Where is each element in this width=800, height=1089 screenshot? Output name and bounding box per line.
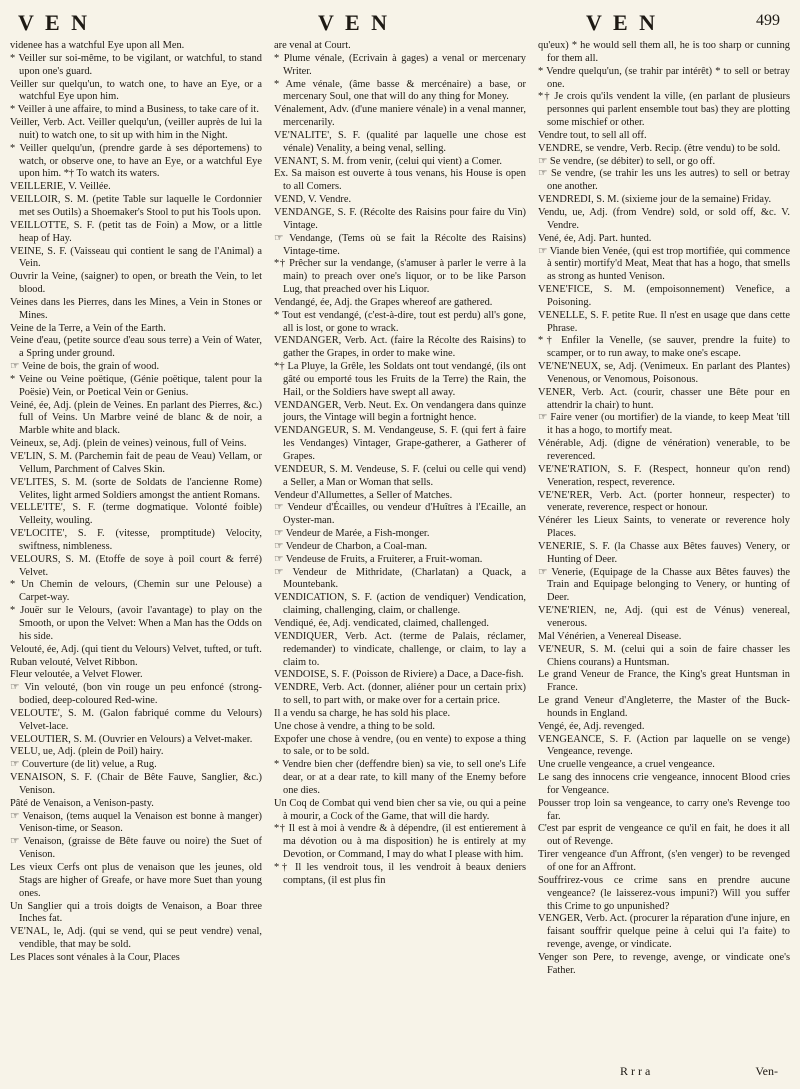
- header-headword-left: V E N: [18, 10, 91, 35]
- dictionary-entry: Vénérable, Adj. (digne de vénération) venerable, to be reverenced.: [538, 438, 790, 462]
- dictionary-entry: Veiné, ée, Adj. (plein de Veines. En parlant des Pierres, &c.) full of Veins. Un Marbre veiné de blanc & de noir, a Marble white and black.: [10, 399, 262, 437]
- dictionary-entry: Un Sanglier qui a trois doigts de Venaison, a Boar three Inches fat.: [10, 900, 262, 925]
- dictionary-entry: Pâté de Venaison, a Venison-pasty.: [10, 797, 154, 809]
- dictionary-entry: VE'NE'RATION, S. F. (Respect, honneur qu'on rend) Veneration, respect, reverence.: [538, 463, 790, 488]
- dictionary-entry: Les vieux Cerfs ont plus de venaison que les jeunes, old Stags are higher of Greafe, or have more Suet than young ones.: [10, 862, 262, 899]
- dictionary-entry: ☞ Venaison, (tems auquel la Venaison est bonne à manger) Venison-time, or Season.: [10, 810, 262, 835]
- dictionary-entry: VENDOISE, S. F. (Poisson de Riviere) a Dace, a Dace-fish.: [274, 669, 524, 681]
- dictionary-entry: ☞ Vendeur de Marée, a Fish-monger.: [274, 528, 430, 540]
- dictionary-entry: Veiller, Verb. Act. Veiller quelqu'un, (veiller auprès de lui la nuit) to watch one, to sit up with him in the Night.: [10, 117, 262, 141]
- dictionary-entry: ☞ Vendeuse de Fruits, a Fruiterer, a Fruit-woman.: [274, 553, 483, 565]
- dictionary-entry: VENGER, Verb. Act. (procurer la réparation d'une injure, en faisant souffrir quelque peine à celui qui l'a faite) to revenge, avenge, or vindicate.: [538, 913, 790, 951]
- dictionary-entry: VELOURS, S. M. (Etoffe de soye à poil court & ferré) Velvet.: [10, 553, 262, 578]
- dictionary-entry: C'est par esprit de vengeance ce qu'il en fait, he does it all out of Revenge.: [538, 823, 790, 848]
- column-left: [10, 40, 262, 1060]
- dictionary-entry: ☞ Vendeur d'Écailles, ou vendeur d'Huîtres à l'Ecaille, an Oyster-man.: [274, 502, 526, 527]
- dictionary-entry: *† Je crois qu'ils vendent la ville, (en parlant de plusieurs personnes qui parlent ensemble tout bas) they are plotting some mischief or other.: [538, 91, 790, 129]
- dictionary-entry: * Plume vénale, (Ecrivain à gages) a venal or mercenary Writer.: [274, 52, 526, 77]
- dictionary-entry: VENERIE, S. F. (la Chasse aux Bêtes fauves) Venery, or Hunting of Deer.: [538, 540, 790, 565]
- dictionary-entry: VENDRE, se vendre, Verb. Recip. (être vendu) to be sold.: [538, 142, 781, 154]
- dictionary-entry: VE'LOCITE', S. F. (vitesse, promptitude) Velocity, swiftness, nimbleness.: [10, 528, 262, 552]
- dictionary-entry: ☞ Vin velouté, (bon vin rouge un peu enfoncé (strong-bodied, deep-coloured Red-wine.: [10, 682, 262, 707]
- dictionary-entry: VENER, Verb. Act. (courir, chasser une Bête pour en attendrir la chair) to hunt.: [538, 386, 790, 411]
- dictionary-entry: VENAISON, S. F. (Chair de Bête Fauve, Sanglier, &c.) Venison.: [10, 772, 262, 796]
- dictionary-entry: Veineux, se, Adj. (plein de veines) veinous, full of Veins.: [10, 438, 247, 450]
- dictionary-entry: Vénérer les Lieux Saints, to venerate or reverence holy Places.: [538, 515, 790, 540]
- dictionary-entry: Ouvrir la Veine, (saigner) to open, or breath the Vein, to let blood.: [10, 271, 262, 296]
- dictionary-entry: Veine de la Terre, a Vein of the Earth.: [10, 322, 166, 334]
- dictionary-entry: Tirer vengeance d'un Affront, (s'en venger) to be revenged of one for an Affront.: [538, 849, 790, 873]
- dictionary-entry: VENE'FICE, S. M. (empoisonnement) Venefice, a Poisoning.: [538, 284, 790, 308]
- dictionary-entry: * Tout est vendangé, (c'est-à-dire, tout est perdu) all's gone, all is lost, or gone to wrack.: [274, 309, 526, 334]
- dictionary-entry: Le sang des innocens crie vengeance, innocent Blood cries for Vengeance.: [538, 772, 790, 796]
- dictionary-entry: Vendre tout, to sell all off.: [538, 129, 647, 141]
- dictionary-entry: ☞ Venaison, (graisse de Bête fauve ou noire) the Suet of Venison.: [10, 836, 262, 861]
- dictionary-entry: VENGEANCE, S. F. (Action par laquelle on se venge) Vengeance, revenge.: [538, 733, 790, 758]
- dictionary-entry: *† Prêcher sur la vendange, (s'amuser à parler le verre à la main) to preach over one's liquor, or to be like Parson Lug, that preached over his Liquor.: [274, 258, 526, 296]
- dictionary-entry: Vendu, ue, Adj. (from Vendre) sold, or sold off, &c. V. Vendre.: [538, 206, 790, 231]
- dictionary-entry: VELOUTE', S. M. (Galon fabriqué comme du Velours) Velvet-lace.: [10, 707, 262, 732]
- page-footer: [0, 1064, 800, 1084]
- entry-columns: [10, 40, 790, 1060]
- dictionary-entry: ☞ Couverture (de lit) velue, a Rug.: [10, 759, 157, 771]
- dictionary-entry: Veines dans les Pierres, dans les Mines, a Vein in Stones or Mines.: [10, 296, 262, 321]
- dictionary-entry: Mal Vénérien, a Venereal Disease.: [538, 630, 682, 642]
- dictionary-entry: * Veiller quelqu'un, (prendre garde à ses déportemens) to watch, or observe one, to have an Eye, or a watchful Eye upon him. *† To watch its waters.: [10, 142, 262, 180]
- dictionary-entry: qu'eux) * he would sell them all, he is too sharp or cunning for them all.: [538, 40, 790, 64]
- dictionary-entry: VE'NE'RER, Verb. Act. (porter honneur, respecter) to venerate, reverence, respect or honour.: [538, 489, 790, 514]
- dictionary-entry: Fleur veloutée, a Velvet Flower.: [10, 669, 143, 681]
- dictionary-entry: Il a vendu sa charge, he has sold his place.: [274, 707, 451, 719]
- dictionary-entry: Expofer une chose à vendre, (ou en vente) to expose a thing to sale, or to be sold.: [274, 733, 526, 758]
- header-headword-right: V E N: [586, 10, 659, 35]
- dictionary-entry: VENDIQUER, Verb. Act. (terme de Palais, réclamer, redemander) to vindicate, challenge, or claim, to lay a claim to.: [274, 630, 526, 668]
- dictionary-entry: Le grand Veneur d'Angleterre, the Master of the Buck-hounds in England.: [538, 695, 790, 719]
- dictionary-entry: Velouté, ée, Adj. (qui tient du Velours) Velvet, tufted, or tuft.: [10, 643, 262, 655]
- dictionary-entry: Vénalement, Adv. (d'une maniere vénale) in a venal manner, mercenarily.: [274, 104, 526, 129]
- dictionary-entry: Vendiqué, ée, Adj. vendicated, claimed, challenged.: [274, 617, 489, 629]
- dictionary-entry: *† Enfiler la Venelle, (se sauver, prendre la fuite) to scamper, or to run away, to make one's escape.: [538, 335, 790, 360]
- dictionary-entry: ☞ Vendeur de Charbon, a Coal-man.: [274, 540, 428, 552]
- dictionary-entry: VE'LIN, S. M. (Parchemin fait de peau de Veau) Vellam, or Vellum, Parchment of Calves Skin.: [10, 451, 262, 475]
- dictionary-entry: VENDREDI, S. M. (sixieme jour de la semaine) Friday.: [538, 194, 772, 206]
- dictionary-entry: ☞ Venerie, (Equipage de la Chasse aux Bêtes fauves) the Train and Equipage belonging to Venery, or hunting of Deer.: [538, 566, 790, 604]
- dictionary-entry: Une cruelle vengeance, a cruel vengeance.: [538, 759, 715, 771]
- dictionary-entry: Vendeur d'Allumettes, a Seller of Matches.: [274, 489, 453, 501]
- dictionary-entry: * Un Chemin de velours, (Chemin sur une Pelouse) a Carpet-way.: [10, 579, 262, 604]
- dictionary-entry: VEILLOTTE, S. F. (petit tas de Foin) a Mow, or a little heap of Hay.: [10, 219, 262, 244]
- dictionary-entry: ☞ Vendeur de Mithridate, (Charlatan) a Quack, a Mountebank.: [274, 566, 526, 591]
- dictionary-entry: ☞ Veine de bois, the grain of wood.: [10, 361, 160, 373]
- dictionary-entry: ☞ Se vendre, (se trahir les uns les autres) to sell or betray one another.: [538, 168, 790, 193]
- dictionary-entry: VENDANGER, Verb. Act. (faire la Récolte des Raisins) to gather the Grapes, in order to make wine.: [274, 335, 526, 360]
- dictionary-entry: videnee has a watchful Eye upon all Men.: [10, 40, 185, 51]
- dictionary-entry: VE'NE'NEUX, se, Adj. (Venimeux. En parlant des Plantes) Venenous, or Venomous, Poisonous.: [538, 361, 790, 385]
- dictionary-entry: VENDICATION, S. F. (action de vendiquer) Vendication, claiming, challenging, claim, or challenge.: [274, 592, 526, 617]
- catchword: Ven-: [755, 1064, 778, 1078]
- signature-mark: R r r a: [620, 1064, 651, 1078]
- dictionary-entry: VE'NE'RIEN, ne, Adj. (qui est de Vénus) venereal, venerous.: [538, 605, 790, 629]
- dictionary-entry: VEILLOIR, S. M. (petite Table sur laquelle le Cordonnier met ses Outils) a Shoemaker's Stool to put his Tools upon.: [10, 194, 262, 218]
- dictionary-entry: * Veiller sur soi-même, to be vigilant, or watchful, to stand upon one's guard.: [10, 52, 262, 77]
- dictionary-entry: Veine d'eau, (petite source d'eau sous terre) a Vein of Water, a Spring under ground.: [10, 335, 262, 360]
- dictionary-entry: * Vendre bien cher (deffendre bien) sa vie, to sell one's Life dear, or at a dear rate, to kill many of the Enemy before one dies.: [274, 759, 526, 796]
- dictionary-entry: * Veiller à une affaire, to mind a Business, to take care of it.: [10, 104, 259, 116]
- dictionary-entry: *† Il les vendroit tous, il les vendroit à beaux deniers comptans, (il est plus fin: [274, 862, 526, 886]
- dictionary-entry: Ruban velouté, Velvet Ribbon.: [10, 656, 138, 668]
- dictionary-entry: ☞ Viande bien Venée, (qui est trop mortifiée, qui commence à sentir) mortify'd Meat, Meat that has a hogo, that smells as strong as hunted Venison.: [538, 245, 790, 283]
- dictionary-entry: Le grand Veneur de France, the King's great Huntsman in France.: [538, 669, 790, 694]
- dictionary-entry: Les Places sont vénales à la Cour, Places: [10, 951, 180, 963]
- column-right: [538, 40, 790, 1060]
- dictionary-entry: Souffrirez-vous ce crime sans en prendre aucune vengeance? (le laisserez-vous impuni?) Will you suffer this Crime to go unpunished?: [538, 874, 790, 912]
- dictionary-entry: VENDANGE, S. F. (Récolte des Raisins pour faire du Vin) Vintage.: [274, 206, 526, 231]
- dictionary-entry: VE'NALITE', S. F. (qualité par laquelle une chose est vénale) Venality, a being venal, selling.: [274, 129, 526, 154]
- dictionary-entry: Un Coq de Combat qui vend bien cher sa vie, ou qui a peine à mourir, a Cock of the Game, that will die hardy.: [274, 797, 526, 822]
- dictionary-entry: VENDEUR, S. M. Vendeuse, S. F. (celui ou celle qui vend) a Seller, a Man or Woman that sells.: [274, 463, 526, 488]
- dictionary-entry: Vendangé, ée, Adj. the Grapes whereof are gathered.: [274, 296, 493, 308]
- dictionary-entry: * Ame vénale, (âme basse & mercénaire) a base, or mercenary Soul, one that will do any thing for Money.: [274, 78, 526, 103]
- dictionary-entry: ☞ Se vendre, (se débiter) to sell, or go off.: [538, 155, 716, 167]
- dictionary-entry: VENDANGER, Verb. Neut. Ex. On vendangera dans quinze jours, the Vintage will begin a fortnight hence.: [274, 399, 526, 424]
- dictionary-entry: VENDANGEUR, S. M. Vendangeuse, S. F. (qui fert à faire les Vendanges) Vintager, Grape-gatherer, a Gatherer of Grapes.: [274, 425, 526, 462]
- dictionary-entry: Venger son Pere, to revenge, avenge, or vindicate one's Father.: [538, 951, 790, 976]
- dictionary-entry: VEINE, S. F. (Vaisseau qui contient le sang de l'Animal) a Vein.: [10, 245, 262, 270]
- dictionary-entry: * Jouër sur le Velours, (avoir l'avantage) to play on the Smooth, or upon the Velvet: When a Man has the Odds on his side.: [10, 605, 262, 642]
- dictionary-entry: Vengé, ée, Adj. revenged.: [538, 720, 645, 732]
- dictionary-entry: VELLE'ITE', S. F. (terme dogmatique. Volonté foible) Velleity, wouling.: [10, 502, 262, 527]
- page-number: 499: [756, 12, 780, 29]
- dictionary-entry: VE'NAL, le, Adj. (qui se vend, qui se peut vendre) venal, vendible, that may be sold.: [10, 926, 262, 951]
- dictionary-entry: *† La Pluye, la Grêle, les Soldats ont tout vendangé, (ils ont gâté ou emporté tous les Fruits de la Terre) the Rain, the Hail, or the Soldiers have swept all away.: [274, 361, 526, 398]
- dictionary-entry: VEND, V. Vendre.: [274, 194, 352, 206]
- dictionary-entry: VEILLERIE, V. Veillée.: [10, 181, 111, 193]
- dictionary-entry: Veiller sur quelqu'un, to watch one, to have an Eye, or a watchful Eye upon him.: [10, 78, 262, 103]
- dictionary-entry: *† Il est à moi à vendre & à dépendre, (il est entierement à ma dévotion ou à ma disposition) he is entirely at my Devotion, or Command, I may do what I please with him.: [274, 823, 526, 861]
- dictionary-entry: Ex. Sa maison est ouverte à tous venans, his House is open to all Comers.: [274, 168, 526, 193]
- running-header: [18, 10, 780, 40]
- dictionary-entry: VENELLE, S. F. petite Rue. Il n'est en usage que dans cette Phrase.: [538, 309, 790, 334]
- dictionary-entry: are venal at Court.: [274, 40, 351, 51]
- column-middle: [274, 40, 526, 1060]
- header-headword-center: V E N: [318, 10, 391, 35]
- dictionary-entry: Pousser trop loin sa vengeance, to carry one's Revenge too far.: [538, 797, 790, 822]
- dictionary-entry: Une chose à vendre, a thing to be sold.: [274, 720, 436, 732]
- dictionary-entry: VE'LITES, S. M. (sorte de Soldats de l'ancienne Rome) Velites, light armed Soldiers amongst the antient Romans.: [10, 476, 262, 501]
- dictionary-entry: VENDRE, Verb. Act. (donner, aliéner pour un certain prix) to sell, to part with, or make over for a certain price.: [274, 682, 526, 707]
- dictionary-entry: ☞ Faire vener (ou mortifier) de la viande, to keep Meat 'till it has a hogo, to mortify meat.: [538, 412, 790, 437]
- dictionary-entry: VENANT, S. M. from venir, (celui qui vient) a Comer.: [274, 155, 502, 167]
- dictionary-entry: VELOUTIER, S. M. (Ouvrier en Velours) a Velvet-maker.: [10, 733, 253, 745]
- dictionary-entry: Vené, ée, Adj. Part. hunted.: [538, 232, 652, 244]
- dictionary-entry: ☞ Vendange, (Tems où se fait la Récolte des Raisins) Vintage-time.: [274, 232, 526, 257]
- dictionary-entry: * Veine ou Veine poëtique, (Génie poëtique, talent pour la Poësie) Vein, or Poetical Vein or Genius.: [10, 373, 262, 398]
- dictionary-entry: VE'NEUR, S. M. (celui qui a soin de faire chasser les Chiens courans) a Huntsman.: [538, 643, 790, 668]
- dictionary-entry: VELU, ue, Adj. (plein de Poil) hairy.: [10, 746, 164, 758]
- dictionary-entry: * Vendre quelqu'un, (se trahir par intérêt) * to sell or betray one.: [538, 65, 790, 90]
